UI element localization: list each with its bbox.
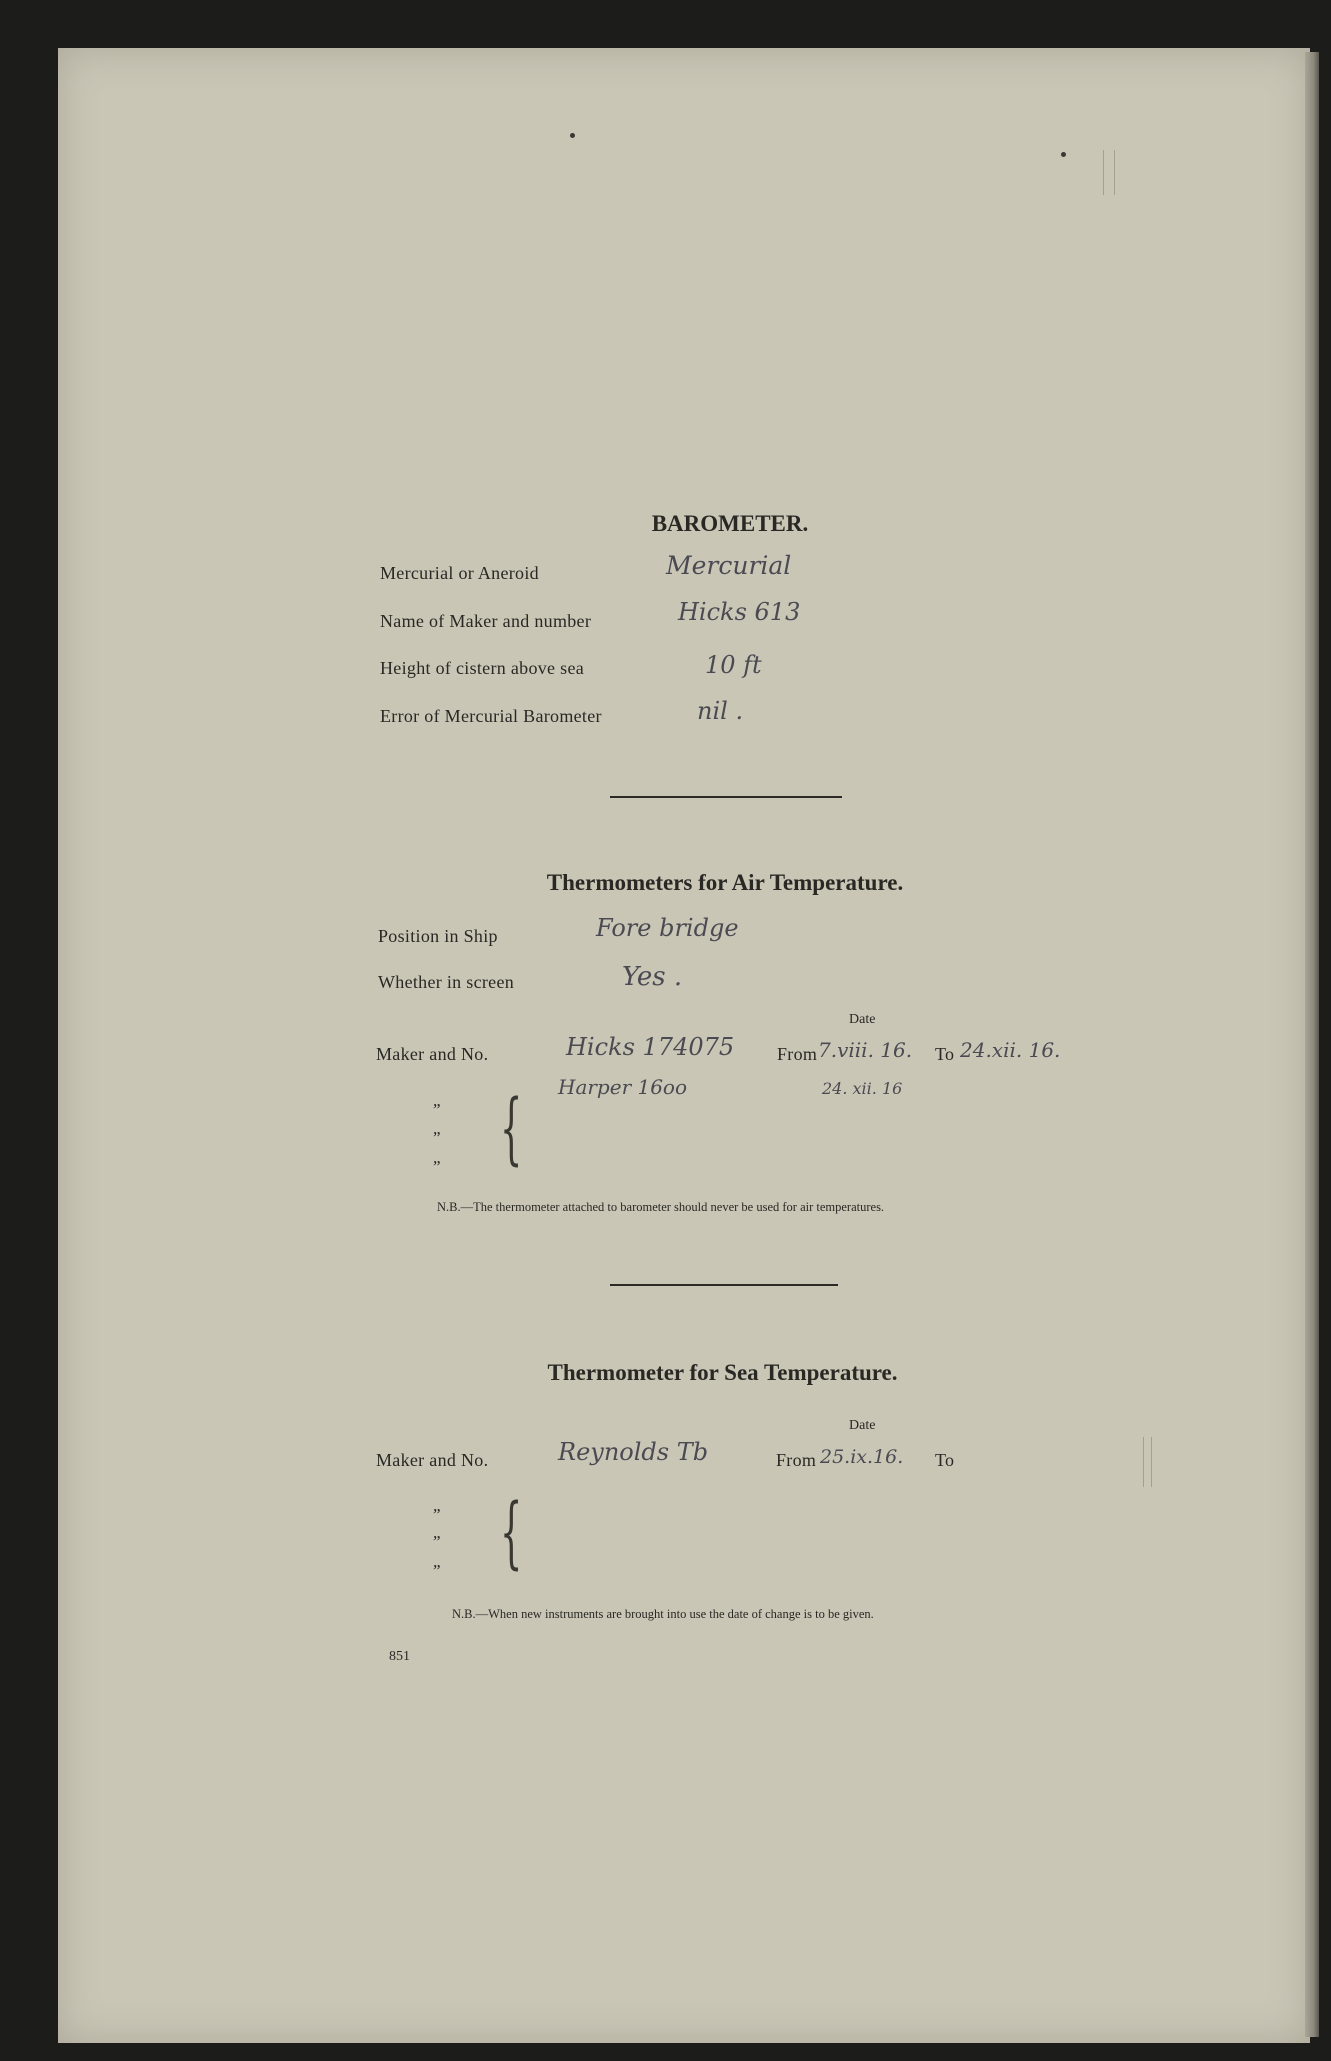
pencil-mark	[1114, 150, 1115, 195]
speck	[1061, 152, 1066, 157]
ditto-mark: ”	[433, 1100, 441, 1119]
brace-symbol: {	[500, 1084, 523, 1174]
air-to-label: To	[935, 1044, 955, 1064]
section-divider	[610, 1284, 838, 1286]
ditto-mark: ”	[433, 1532, 441, 1551]
sea-maker-value: Reynolds Tb	[558, 1438, 709, 1466]
ditto-mark: ”	[433, 1505, 441, 1524]
air-to-value: 24.xii. 16.	[960, 1038, 1061, 1062]
barometer-value-type: Mercurial	[666, 551, 792, 580]
speck	[570, 133, 575, 138]
ditto-mark: ”	[433, 1157, 441, 1176]
air-screen-label: Whether in screen	[378, 972, 515, 992]
sea-from-value: 25.ix.16.	[820, 1446, 904, 1468]
sea-from-label: From	[776, 1450, 817, 1470]
sea-heading: Thermometer for Sea Temperature.	[547, 1360, 898, 1385]
section-divider	[610, 796, 842, 798]
air-heading: Thermometers for Air Temperature.	[546, 870, 904, 895]
page-number: 851	[389, 1649, 410, 1664]
air-date-label: Date	[849, 1012, 876, 1027]
sea-date-label: Date	[849, 1418, 876, 1433]
sea-maker-label: Maker and No.	[376, 1450, 489, 1470]
air-position-label: Position in Ship	[378, 926, 498, 946]
barometer-label-maker: Name of Maker and number	[380, 611, 592, 631]
pencil-mark	[1151, 1437, 1152, 1487]
ditto-mark: ”	[433, 1561, 441, 1580]
barometer-label-type: Mercurial or Aneroid	[380, 563, 539, 583]
barometer-heading: BAROMETER.	[651, 511, 809, 536]
brace-symbol: {	[500, 1488, 523, 1578]
barometer-label-error: Error of Mercurial Barometer	[380, 706, 602, 726]
ditto-mark: ”	[433, 1128, 441, 1147]
air-screen-value: Yes .	[622, 962, 683, 992]
air-second-maker: Harper 16oo	[558, 1075, 688, 1099]
air-note: N.B.—The thermometer attached to barometer should never be used for air temperatures.	[437, 1200, 885, 1214]
barometer-value-maker: Hicks 613	[678, 598, 801, 626]
page-edge	[1305, 52, 1319, 2037]
sea-note: N.B.—When new instruments are brought into use the date of change is to be given.	[452, 1607, 874, 1621]
pencil-mark	[1103, 150, 1104, 195]
air-maker-label: Maker and No.	[376, 1044, 489, 1064]
sea-to-label: To	[935, 1450, 955, 1470]
barometer-value-height: 10 ft	[705, 651, 762, 679]
air-from-label: From	[777, 1044, 818, 1064]
barometer-value-error: nil .	[697, 697, 744, 725]
air-second-from: 24. xii. 16	[822, 1079, 903, 1098]
barometer-label-height: Height of cistern above sea	[380, 658, 585, 678]
air-position-value: Fore bridge	[596, 914, 739, 942]
air-from-value: 7.viii. 16.	[818, 1038, 913, 1062]
air-maker-value: Hicks 174075	[566, 1033, 735, 1061]
pencil-mark	[1143, 1437, 1144, 1487]
